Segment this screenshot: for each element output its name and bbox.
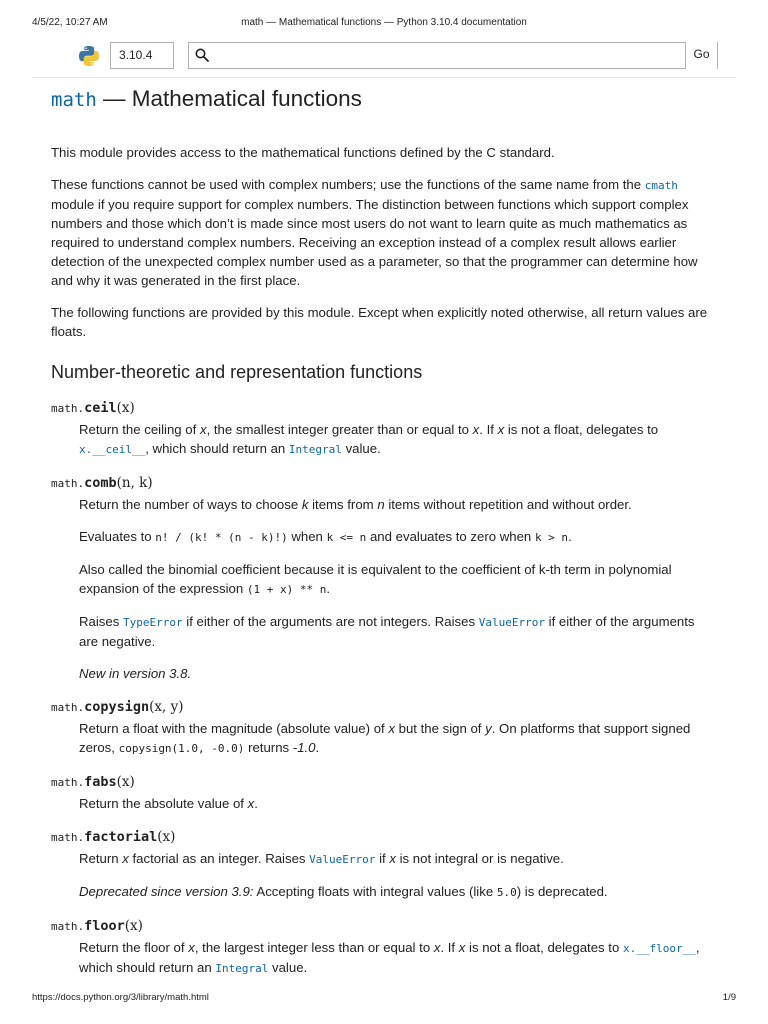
text: items from [308,497,378,512]
search-box [188,42,718,69]
var: y [485,721,492,736]
func-args: (x) [124,918,143,934]
var: x [388,721,395,736]
text: returns [244,740,293,755]
search-icon [195,48,209,62]
text: . [254,796,258,811]
intro-paragraph-2 [51,175,715,290]
module-prefix: math. [51,831,85,844]
text: value. [268,960,308,975]
factorial-desc [79,849,715,869]
text: items without repetition and without order. [384,497,632,512]
intro2-text-a: These functions cannot be used with complex numbers; use the functions of the same name from the [51,177,645,192]
code: 5.0 [496,886,517,899]
var: x [497,422,505,437]
comb-desc-1 [79,495,715,514]
func-signature [51,473,715,494]
func-name: fabs [84,774,117,790]
func-ceil [51,398,715,459]
var: x [458,940,466,955]
func-args: (x) [116,400,135,416]
func-description [79,719,715,758]
text: Return a float with the magnitude (absolute value) of [79,721,389,736]
integral-link[interactable]: Integral [215,962,269,975]
code: k <= n [326,531,367,544]
text: if either of the arguments are not integers. Raises [182,614,479,629]
var: x [188,940,195,955]
cmath-link[interactable]: cmath [644,179,678,192]
intro-paragraph-1: This module provides access to the mathematical functions defined by the C standard. [51,145,555,160]
text: is not integral or is negative. [395,851,564,866]
func-args: (x, y) [149,699,184,715]
module-prefix: math. [51,701,85,714]
text: which should return an [79,960,216,975]
text: . If [479,422,498,437]
valueerror-link[interactable]: ValueError [309,853,376,866]
text: is not a float, delegates to [465,940,623,955]
page-title-code[interactable]: math [51,89,97,111]
code: k > n [534,531,569,544]
text: but the sign of [394,721,486,736]
var: x [122,851,129,866]
print-title: math — Mathematical functions — Python 3.10.4 documentation [241,17,527,28]
section-title: Number-theoretic and representation functions [51,362,423,382]
func-signature [51,916,715,937]
func-name: copysign [84,699,150,715]
func-fabs [51,772,715,813]
module-prefix: math. [51,920,85,933]
text: when [287,529,327,544]
copysign-desc [79,719,715,758]
search-input[interactable] [215,45,679,68]
var: k [301,497,309,512]
comb-desc-3 [79,560,715,599]
text: , the largest integer less than or equal to [194,940,434,955]
print-header [32,17,736,31]
text: . If [440,940,459,955]
func-description [79,495,715,683]
func-description [79,849,715,902]
func-signature [51,827,715,848]
text: Return the number of ways to choose [79,497,302,512]
code: n! / (k! * (n - k)!) [155,531,288,544]
navbar-divider [32,77,736,78]
var: x [199,422,207,437]
print-footer [32,992,736,1006]
deprecation-label: Deprecated since version 3.9: [79,884,254,899]
func-name: ceil [84,400,117,416]
text: Return the ceiling of [79,422,200,437]
func-name: comb [84,475,117,491]
text: . [568,529,572,544]
module-prefix: math. [51,402,85,415]
comb-desc-4 [79,612,715,651]
text: , the smallest integer greater than or equal to [206,422,473,437]
value: -1.0 [292,740,316,755]
func-factorial [51,827,715,902]
text: , which should return an [145,441,289,456]
page-title [51,84,715,115]
func-description [79,420,715,459]
func-args: (x) [116,774,135,790]
python-logo-icon[interactable] [78,45,100,67]
go-button[interactable]: Go [685,42,717,69]
comb-version-note: New in version 3.8. [79,666,192,681]
func-signature [51,697,715,718]
text: if [375,851,390,866]
text: ) is deprecated. [516,884,608,899]
func-signature [51,772,715,793]
typeerror-link[interactable]: TypeError [122,616,183,629]
text: is not a float, delegates to [504,422,659,437]
navbar [78,42,718,71]
func-comb [51,473,715,683]
ceil-desc [79,420,715,459]
text: Evaluates to [79,529,156,544]
version-select[interactable]: 3.10.4 [110,42,174,69]
ceil-dunder-link[interactable]: x.__ceil__ [79,443,146,456]
text: . [315,740,320,755]
func-description [79,938,715,978]
func-signature [51,398,715,419]
print-url: https://docs.python.org/3/library/math.html [32,992,209,1003]
code: (1 + x) ** n [246,583,327,596]
integral-link[interactable]: Integral [288,443,342,456]
func-copysign [51,697,715,758]
module-prefix: math. [51,776,85,789]
func-description [79,794,715,813]
fabs-desc [79,794,715,813]
print-date: 4/5/22, 10:27 AM [32,17,108,28]
comb-desc-2 [79,527,715,547]
intro2-text-b: module if you require support for complex numbers. The distinction between functions which support complex numbers and those which don’t is made since most users do not want to learn quite as much mathematics as required to understand complex numbers. Receiving an exception instead of a complex result allows earlier detection of the unexpected complex number used as a parameter, so that the programmer can determine how and why it was generated in the first place. [51,197,698,288]
text: Raises [79,614,123,629]
var: n [377,497,385,512]
floor-desc [79,938,715,978]
floor-dunder-link[interactable]: x.__floor__ [622,942,696,955]
valueerror-link[interactable]: ValueError [478,616,545,629]
text: . On platforms that support signed zeros, [79,721,691,755]
var: x [389,851,396,866]
text: Accepting floats with integral values (like [253,884,497,899]
print-page-number: 1/9 [722,992,736,1003]
text: . [326,581,331,596]
main-content [51,84,715,978]
text: , [695,940,700,955]
func-name: factorial [84,829,158,845]
func-name: floor [84,918,125,934]
text: if either of the arguments are negative. [79,614,695,649]
module-prefix: math. [51,477,85,490]
text: Also called the binomial coefficient because it is equivalent to the coefficient of k-th term in polynomial expansion of the expression [79,562,672,596]
code: copysign(1.0, -0.0) [118,742,245,755]
text: Return the absolute value of [79,796,248,811]
text: value. [341,441,381,456]
text: and evaluates to zero when [366,529,535,544]
func-args: (n, k) [116,475,153,491]
var: x [247,796,255,811]
var: x [433,940,441,955]
text: Return the floor of [79,940,189,955]
func-floor [51,916,715,978]
var: x [472,422,480,437]
factorial-deprecation [79,882,715,902]
func-args: (x) [157,829,176,845]
text: factorial as an integer. Raises [128,851,310,866]
text: Return [79,851,123,866]
page-title-text: — Mathematical functions [96,86,362,111]
intro-paragraph-3: The following functions are provided by this module. Except when explicitly noted otherwise, all return values are floats. [51,305,708,339]
